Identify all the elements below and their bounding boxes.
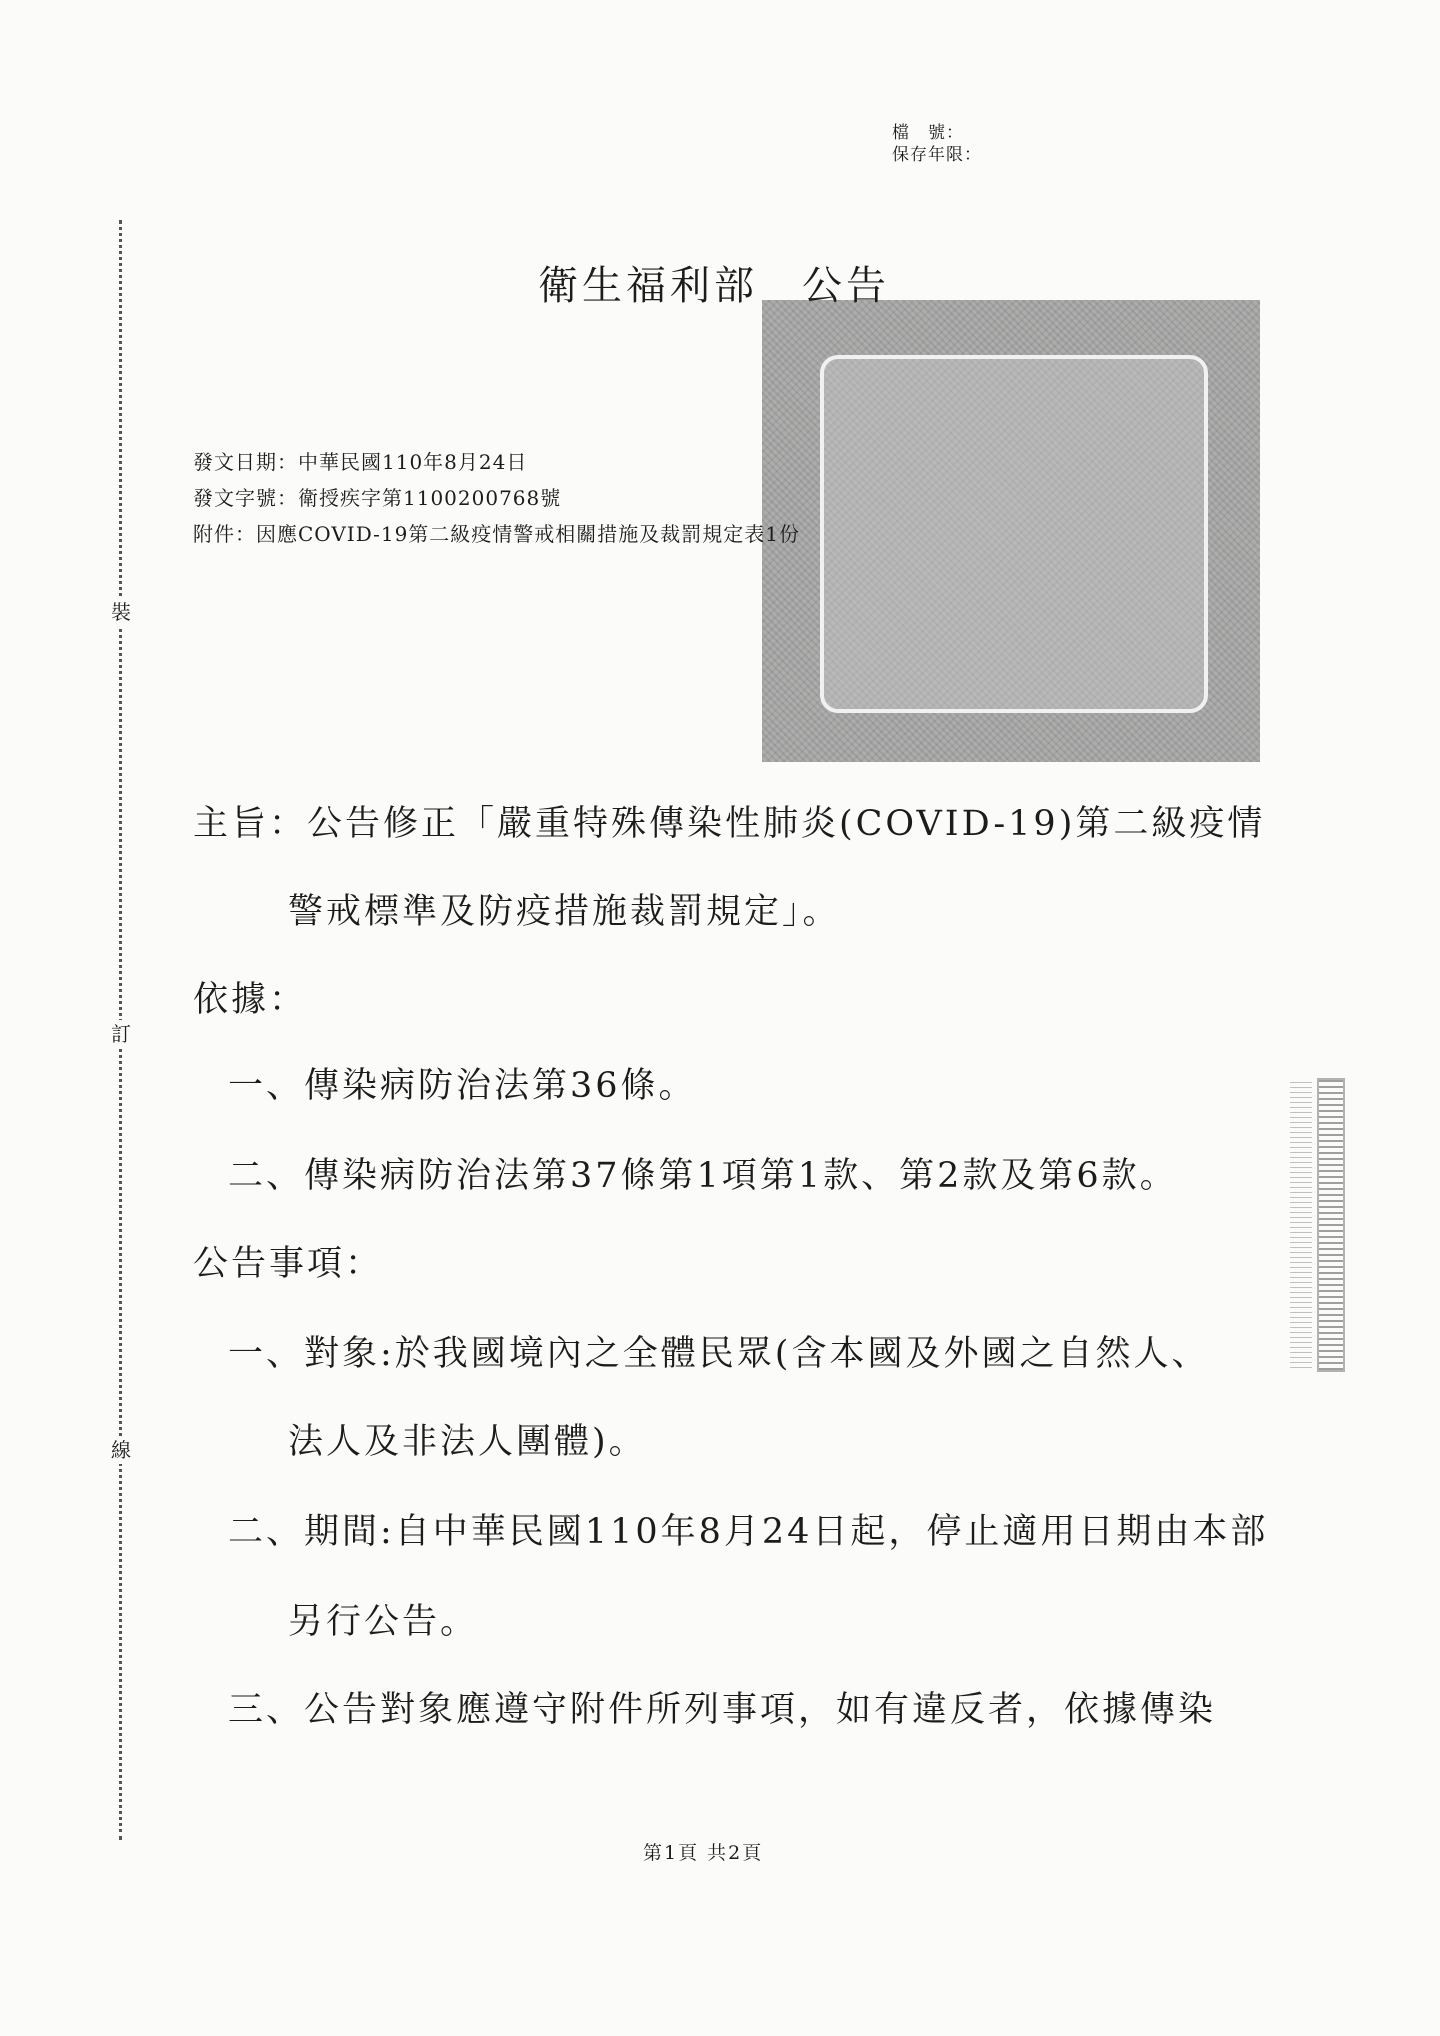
document-number: 發文字號：衛授疾字第1100200768號 bbox=[193, 486, 562, 510]
basis-item-1: 一、傳染病防治法第36條。 bbox=[228, 1066, 697, 1106]
announcement-heading: 公告事項： bbox=[193, 1244, 384, 1284]
archive-file-no: 檔 號： bbox=[892, 123, 964, 143]
announcement-item-1-line-1: 一、對象:於我國境內之全體民眾(含本國及外國之自然人、 bbox=[228, 1334, 1210, 1374]
announcement-item-1-line-2: 法人及非法人團體)。 bbox=[288, 1422, 647, 1462]
binding-label-zhuang: 裝 bbox=[108, 598, 134, 626]
attachment-line: 附件：因應COVID-19第二級疫情警戒相關措施及裁罰規定表1份 bbox=[193, 522, 801, 546]
page-number: 第1頁 共2頁 bbox=[643, 1842, 764, 1864]
subject-line-1: 主旨：公告修正「嚴重特殊傳染性肺炎(COVID-19)第二級疫情 bbox=[193, 804, 1266, 844]
official-seal bbox=[762, 300, 1260, 762]
binding-label-xian: 線 bbox=[108, 1436, 134, 1464]
announcement-item-3-line-1: 三、公告對象應遵守附件所列事項，如有違反者，依據傳染 bbox=[228, 1690, 1217, 1730]
binding-label-ding: 訂 bbox=[108, 1020, 134, 1048]
issue-date: 發文日期：中華民國110年8月24日 bbox=[193, 450, 528, 474]
archive-retention: 保存年限： bbox=[892, 145, 982, 165]
basis-item-2: 二、傳染病防治法第37條第1項第1款、第2款及第6款。 bbox=[228, 1156, 1178, 1196]
seal-inner-frame bbox=[820, 355, 1208, 713]
receipt-stamp bbox=[1317, 1078, 1345, 1372]
announcement-item-2-line-2: 另行公告。 bbox=[288, 1602, 479, 1642]
announcement-item-2-line-1: 二、期間:自中華民國110年8月24日起，停止適用日期由本部 bbox=[228, 1512, 1269, 1552]
receipt-stamp-lines bbox=[1290, 1078, 1312, 1368]
subject-line-2: 警戒標準及防疫措施裁罰規定」。 bbox=[288, 892, 841, 932]
basis-heading: 依據： bbox=[193, 980, 308, 1020]
page-title: 衛生福利部 公告 bbox=[538, 263, 890, 309]
